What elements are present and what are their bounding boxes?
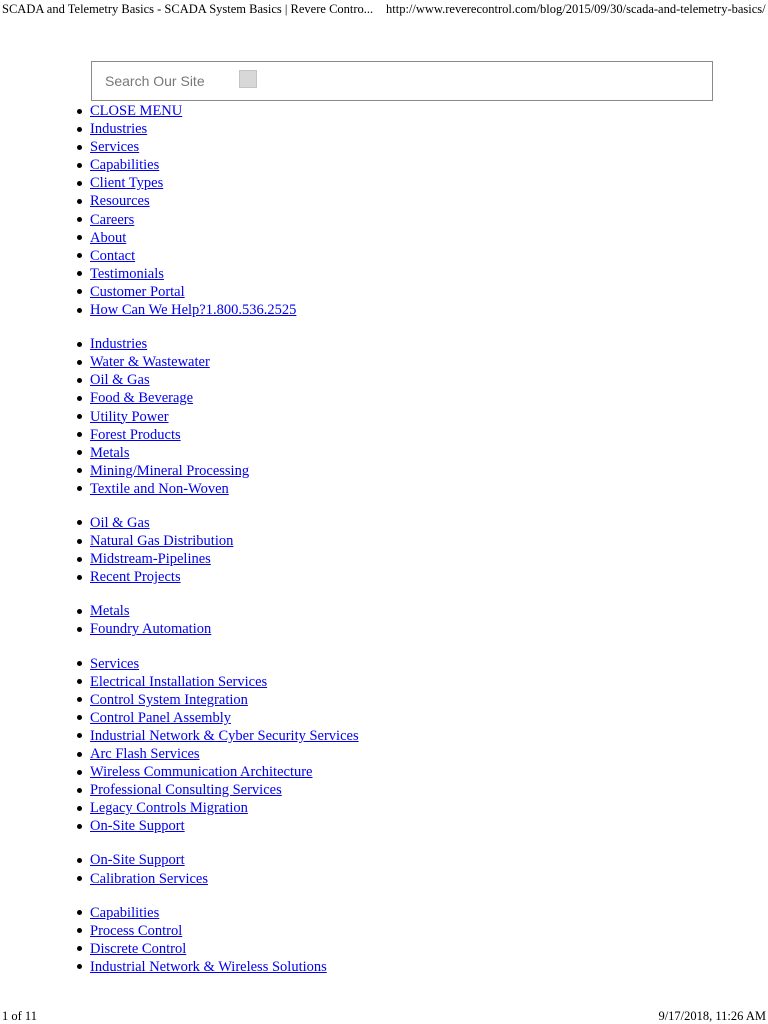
- menu-link[interactable]: Industries: [90, 121, 148, 138]
- menu-link[interactable]: Metals: [90, 603, 130, 620]
- menu-item: [90, 620, 690, 638]
- menu-item: [90, 958, 690, 976]
- menu-link[interactable]: Testimonials: [90, 265, 164, 282]
- menu-link[interactable]: Professional Consulting Services: [90, 782, 282, 799]
- menu-item: [90, 480, 690, 498]
- menu-item: [90, 444, 690, 462]
- menu-item: [90, 138, 690, 156]
- page-url: http://www.reverecontrol.com/blog/2015/09/30/scada-and-telemetry-basics/: [386, 2, 766, 16]
- menu-item: [90, 283, 690, 301]
- menu-item: [90, 426, 690, 444]
- menu-link[interactable]: On-Site Support: [90, 852, 185, 869]
- search-submit-button[interactable]: [239, 70, 257, 88]
- print-header: [0, 0, 768, 20]
- search-box: [91, 61, 713, 101]
- menu-item: [90, 922, 690, 940]
- menu-item: [90, 102, 690, 120]
- menu-item: [90, 532, 690, 550]
- menu-link[interactable]: Resources: [90, 193, 150, 210]
- menu-group: [90, 102, 690, 319]
- menu-link[interactable]: Control System Integration: [90, 691, 248, 708]
- menu-link[interactable]: Services: [90, 139, 140, 156]
- menu-link[interactable]: Capabilities: [90, 157, 160, 174]
- menu-link[interactable]: Utility Power: [90, 408, 169, 425]
- menu-link[interactable]: Capabilities: [90, 904, 160, 921]
- menu-item: [90, 335, 690, 353]
- menu-item: [90, 301, 690, 319]
- menu-link[interactable]: Recent Projects: [90, 569, 181, 586]
- menu-link[interactable]: Process Control: [90, 922, 183, 939]
- menu-item: [90, 120, 690, 138]
- menu-link[interactable]: Foundry Automation: [90, 621, 212, 638]
- menu-link[interactable]: Discrete Control: [90, 940, 187, 957]
- menu-link[interactable]: Food & Beverage: [90, 390, 194, 407]
- menu-item: [90, 799, 690, 817]
- menu-link[interactable]: Wireless Communication Architecture: [90, 764, 313, 781]
- menu-link[interactable]: Oil & Gas: [90, 372, 150, 389]
- menu-link[interactable]: Customer Portal: [90, 283, 185, 300]
- menu-link[interactable]: Contact: [90, 247, 136, 264]
- menu-item: [90, 673, 690, 691]
- menu-item: [90, 353, 690, 371]
- menu-group: [90, 655, 690, 836]
- menu-item: [90, 550, 690, 568]
- menu-link[interactable]: Legacy Controls Migration: [90, 800, 248, 817]
- menu-link[interactable]: CLOSE MENU: [90, 103, 183, 119]
- menu-item: [90, 709, 690, 727]
- menu-item: [90, 817, 690, 835]
- menu-link[interactable]: Oil & Gas: [90, 514, 150, 531]
- page-title: SCADA and Telemetry Basics - SCADA System Basics | Revere Contro...: [2, 2, 374, 16]
- menu-group: [90, 514, 690, 586]
- menu-link[interactable]: Water & Wastewater: [90, 354, 210, 371]
- menu-link[interactable]: Natural Gas Distribution: [90, 533, 234, 550]
- menu-link[interactable]: About: [90, 229, 127, 246]
- menu-item: [90, 192, 690, 210]
- menu-group: [90, 851, 690, 887]
- menu-group: [90, 602, 690, 638]
- menu-item: [90, 247, 690, 265]
- menu-link[interactable]: Industries: [90, 336, 148, 353]
- menu-link[interactable]: Textile and Non-Woven: [90, 480, 229, 497]
- menu-item: [90, 655, 690, 673]
- search-input[interactable]: [93, 63, 233, 99]
- menu-group: [90, 904, 690, 976]
- menu-link[interactable]: Metals: [90, 444, 130, 461]
- menu-item: [90, 745, 690, 763]
- menu-link[interactable]: Industrial Network & Cyber Security Services: [90, 727, 359, 744]
- menu-item: [90, 389, 690, 407]
- menu-item: [90, 371, 690, 389]
- menu-link[interactable]: Services: [90, 655, 140, 672]
- menu-item: [90, 940, 690, 958]
- menu-item: [90, 514, 690, 532]
- menu-link[interactable]: Industrial Network & Wireless Solutions: [90, 958, 327, 975]
- menu-link[interactable]: Mining/Mineral Processing: [90, 462, 250, 479]
- menu-link[interactable]: How Can We Help?1.800.536.2525: [90, 302, 297, 319]
- menu-link[interactable]: Control Panel Assembly: [90, 709, 231, 726]
- menu-link[interactable]: Arc Flash Services: [90, 746, 200, 762]
- menu-link[interactable]: Forest Products: [90, 426, 181, 443]
- menu-link[interactable]: Midstream-Pipelines: [90, 551, 211, 568]
- menu-item: [90, 229, 690, 247]
- page-number: 1 of 11: [2, 1009, 37, 1023]
- menu-group: [90, 335, 690, 498]
- menu-item: [90, 408, 690, 426]
- menu-item: [90, 174, 690, 192]
- menu-link[interactable]: Client Types: [90, 175, 164, 192]
- menu-item: [90, 602, 690, 620]
- menu-item: [90, 211, 690, 229]
- menu-item: [90, 870, 690, 888]
- menu-link[interactable]: Careers: [90, 211, 135, 228]
- menu-link[interactable]: Electrical Installation Services: [90, 673, 268, 690]
- menu-item: [90, 265, 690, 283]
- menu-item: [90, 156, 690, 174]
- menu-link[interactable]: Calibration Services: [90, 870, 208, 887]
- menu-item: [90, 904, 690, 922]
- menu-item: [90, 781, 690, 799]
- menu-item: [90, 851, 690, 869]
- menu-item: [90, 568, 690, 586]
- menu-item: [90, 691, 690, 709]
- print-footer: [0, 1008, 768, 1024]
- site-menu: [90, 102, 690, 992]
- menu-item: [90, 763, 690, 781]
- menu-link[interactable]: On-Site Support: [90, 818, 185, 835]
- print-date: 9/17/2018, 11:26 AM: [658, 1009, 766, 1023]
- menu-item: [90, 462, 690, 480]
- menu-item: [90, 727, 690, 745]
